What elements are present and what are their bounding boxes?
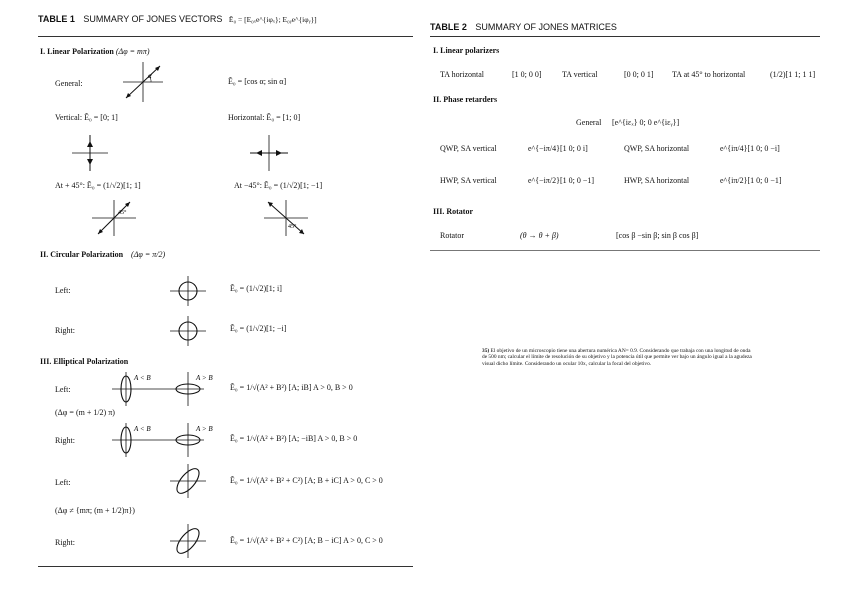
elliptical-left2-diagram (168, 464, 208, 498)
t2-qwp-horizontal: QWP, SA horizontal (624, 144, 690, 153)
circular-right-diagram (168, 316, 208, 346)
t1-minus45-formula: At −45°: Ẽ₀ = (1/√2)[1; −1] (234, 181, 323, 190)
t2-ta-vertical-matrix: [0 0; 0 1] (624, 70, 654, 79)
t1-section1-title: I. Linear Polarization (Δφ = mπ) (40, 47, 150, 56)
horizontal-linear-diagram (248, 135, 290, 171)
table1-header (38, 14, 317, 24)
t2-general-matrix: [e^{iεₓ} 0; 0 e^{iεᵧ}] (612, 118, 680, 127)
t1-ellip-right2-formula: Ẽ₀ = 1/√(A² + B² + C²) [A; B − iC] A > 0, C > 0 (230, 536, 383, 545)
table2-title: SUMMARY OF JONES MATRICES (475, 22, 617, 32)
minus45-linear-diagram (262, 200, 310, 236)
t1-section3-title: III. Elliptical Polarization (40, 357, 129, 366)
t2-qwp-vertical-matrix: e^{−iπ/4}[1 0; 0 i] (528, 144, 588, 153)
plus45-tag: 45° (118, 210, 127, 216)
t1-plus45-formula: At + 45°: Ẽ₀ = (1/√2)[1; 1] (55, 181, 141, 190)
t1-circ-left-label: Left: (55, 286, 71, 295)
table1-title: SUMMARY OF JONES VECTORS (83, 14, 223, 24)
t2-ta-45: TA at 45° to horizontal (672, 70, 746, 79)
t2-ta-horizontal: TA horizontal (440, 70, 485, 79)
t1-ellip-right1-formula: Ẽ₀ = 1/√(A² + B²) [A; −iB] A > 0, B > 0 (230, 434, 358, 443)
table2-top-rule (430, 36, 820, 37)
problem-number: 35) (482, 348, 490, 354)
t2-rotator-label: Rotator (440, 231, 464, 240)
t2-rotator-map: (θ → θ + β) (520, 231, 559, 240)
t1-circ-right-label: Right: (55, 326, 76, 335)
t1-circ-left-formula: Ẽ₀ = (1/√2)[1; i] (230, 284, 282, 293)
table1-bottom-rule (38, 566, 413, 567)
t1-ellip-left1-formula: Ẽ₀ = 1/√(A² + B²) [A; iB] A > 0, B > 0 (230, 383, 353, 392)
a-less-b-label-1: A < B (134, 374, 151, 382)
t1-section2-title: II. Circular Polarization (Δφ = π/2) (40, 250, 166, 259)
a-less-b-label-2: A < B (134, 425, 151, 433)
plus45-linear-diagram (90, 200, 138, 236)
t1-horizontal-formula: Horizontal: Ẽ₀ = [1; 0] (228, 113, 301, 122)
t1-ellip-condition2: (Δφ ≠ {mπ; (m + 1/2)π}) (55, 506, 135, 515)
t2-qwp-horizontal-matrix: e^{iπ/4}[1 0; 0 −i] (720, 144, 780, 153)
alpha-angle-label: α (148, 72, 152, 80)
table1-top-rule (38, 36, 413, 37)
t2-hwp-horizontal: HWP, SA horizontal (624, 176, 690, 185)
t1-ellip-right1-label: Right: (55, 436, 76, 445)
t1-ellip-condition1: (Δφ = (m + 1/2) π) (55, 408, 115, 417)
general-linear-diagram (118, 60, 168, 105)
t2-ta-vertical: TA vertical (562, 70, 598, 79)
t1-ellip-left2-label: Left: (55, 478, 71, 487)
t2-hwp-horizontal-matrix: e^{iπ/2}[1 0; 0 −1] (720, 176, 782, 185)
t2-qwp-vertical: QWP, SA vertical (440, 144, 497, 153)
table1-label: TABLE 1 (38, 14, 75, 24)
t2-section2-title: II. Phase retarders (433, 95, 498, 104)
t1-ellip-left1-label: Left: (55, 385, 71, 394)
t2-section1-title: I. Linear polarizers (433, 46, 500, 55)
elliptical-left1-diagram (110, 372, 220, 406)
t2-hwp-vertical-matrix: e^{−iπ/2}[1 0; 0 −1] (528, 176, 595, 185)
a-greater-b-label-1: A > B (196, 374, 213, 382)
t1-vertical-formula: Vertical: Ẽ₀ = [0; 1] (55, 113, 118, 122)
a-greater-b-label-2: A > B (196, 425, 213, 433)
t1-circ-right-formula: Ẽ₀ = (1/√2)[1; −i] (230, 324, 287, 333)
problem-35 (482, 348, 752, 367)
t2-rotator-matrix: [cos β −sin β; sin β cos β] (616, 231, 699, 240)
t2-ta-horizontal-matrix: [1 0; 0 0] (512, 70, 542, 79)
elliptical-right2-diagram (168, 524, 208, 558)
t1-ellip-right2-label: Right: (55, 538, 76, 547)
t1-ellip-left2-formula: Ẽ₀ = 1/√(A² + B² + C²) [A; B + iC] A > 0, C > 0 (230, 476, 383, 485)
table1-header-symbol: Ẽ₀ = [E₀ₓe^{iφₓ}; E₀ᵧe^{iφᵧ}] (228, 15, 317, 24)
table2-header (430, 22, 617, 32)
table2-label: TABLE 2 (430, 22, 467, 32)
table2-bottom-rule (430, 250, 820, 251)
elliptical-right1-diagram (110, 423, 220, 457)
minus45-tag: 45° (288, 224, 297, 230)
t1-general-label: General: (55, 79, 83, 88)
circular-left-diagram (168, 276, 208, 306)
t2-general-label: General (576, 118, 602, 127)
t2-section3-title: III. Rotator (433, 207, 473, 216)
t2-hwp-vertical: HWP, SA vertical (440, 176, 497, 185)
problem-text: El objetivo de un microscopio tiene una abertura numérica AN= 0.9. Considerando que trabaja con una longitud de onda de 500 nm; calcular el límite de resolución de su objetivo y la potencia útil que permite ver bajo un ángulo igual a la agudeza visual dicho límite. Considerando un ocular 10x, calcular la focal del objetivo. (482, 348, 752, 367)
vertical-linear-diagram (70, 135, 110, 171)
t2-ta-45-matrix: (1/2)[1 1; 1 1] (770, 70, 816, 79)
t1-general-formula: Ẽ₀ = [cos α; sin α] (228, 77, 287, 86)
